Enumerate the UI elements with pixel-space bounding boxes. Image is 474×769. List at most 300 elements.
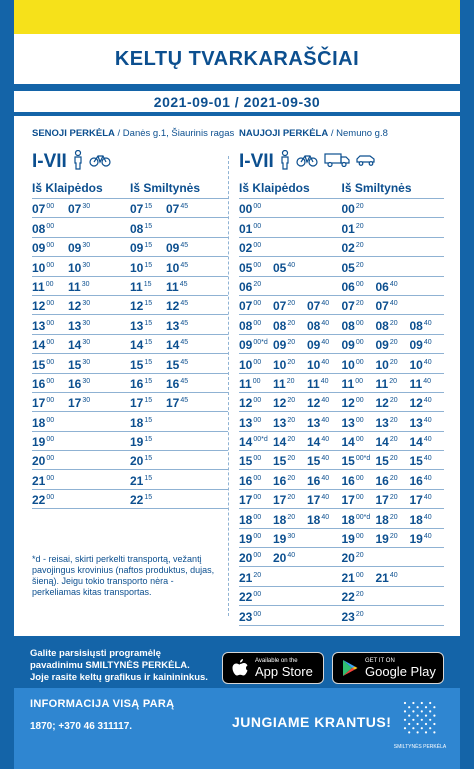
departure-minute: 30 — [81, 280, 90, 288]
departure-time — [239, 358, 273, 372]
departure-hour: 05 — [239, 260, 253, 275]
departure-minute: 40 — [423, 339, 432, 347]
departure-minute: 00*d — [355, 455, 371, 463]
departure-time — [239, 493, 273, 507]
departure-minute: 00 — [355, 494, 364, 502]
departure-row — [239, 257, 342, 276]
departure-hour: 23 — [239, 609, 253, 624]
departure-minute: 15 — [144, 377, 153, 385]
departure-hour: 01 — [239, 221, 253, 236]
departure-minute: 00 — [46, 242, 55, 250]
departure-minute: 00 — [252, 377, 261, 385]
google-play-small: GET IT ON — [365, 657, 395, 664]
departure-row — [342, 335, 445, 354]
departure-minute: 20 — [287, 436, 296, 444]
departure-minute: 40 — [321, 397, 330, 405]
departure-hour: 11 — [166, 279, 179, 294]
departure-time — [32, 241, 68, 255]
departure-time — [130, 358, 166, 372]
departure-hour: 10 — [375, 357, 389, 372]
departure-minute: 20 — [355, 261, 364, 269]
departure-hour: 20 — [239, 551, 253, 566]
departure-row — [239, 509, 342, 528]
departure-minute: 40 — [423, 513, 432, 521]
departure-minute: 40 — [321, 358, 330, 366]
departure-minute: 15 — [144, 494, 153, 502]
departure-hour: 07 — [130, 202, 144, 217]
departure-time — [273, 299, 307, 313]
departure-minute: 20 — [287, 358, 296, 366]
departure-time — [166, 202, 202, 216]
departure-hour: 22 — [130, 493, 144, 508]
departure-row — [130, 199, 228, 218]
departure-time — [307, 435, 341, 449]
direction-label: Iš Smiltynės — [342, 181, 445, 199]
departure-hour: 06 — [239, 279, 253, 294]
departure-row — [239, 218, 342, 237]
departure-time — [68, 396, 104, 410]
departure-hour: 19 — [130, 435, 144, 450]
departure-minute: 40 — [320, 377, 329, 385]
departure-hour: 14 — [32, 338, 46, 353]
departure-time — [130, 299, 166, 313]
departure-minute: 20 — [286, 377, 295, 385]
departure-minute: 00 — [46, 436, 55, 444]
departure-row — [342, 218, 445, 237]
app-store-large: App Store — [255, 663, 313, 679]
departure-time — [376, 319, 410, 333]
departure-time — [32, 319, 68, 333]
departure-minute: 00 — [253, 494, 262, 502]
departure-hour: 13 — [68, 318, 82, 333]
departure-hour: 16 — [375, 473, 389, 488]
departure-hour: 21 — [239, 570, 253, 585]
departure-time — [307, 299, 341, 313]
departure-hour: 10 — [130, 260, 144, 275]
departure-time — [130, 493, 166, 507]
departure-row — [342, 315, 445, 334]
departure-time — [376, 493, 410, 507]
departure-time — [307, 474, 341, 488]
departure-time — [130, 474, 166, 488]
departure-time — [130, 241, 166, 255]
departure-hour: 21 — [32, 473, 46, 488]
departure-row — [32, 257, 130, 276]
departure-time — [273, 474, 307, 488]
departure-time — [166, 261, 202, 275]
departure-minute: 00 — [355, 377, 363, 385]
poster — [14, 0, 460, 769]
departure-minute: 15 — [144, 242, 153, 250]
new-ferry-address: / Nemuno g.8 — [328, 128, 388, 139]
departure-row — [32, 490, 130, 509]
departure-row — [130, 374, 228, 393]
departure-minute: 20 — [355, 242, 364, 250]
departure-hour: 21 — [375, 570, 389, 585]
departure-minute: 40 — [423, 474, 432, 482]
departure-minute: 00 — [355, 397, 364, 405]
departure-minute: 20 — [287, 300, 296, 308]
departure-hour: 09 — [409, 338, 423, 353]
departure-row — [342, 393, 445, 412]
departure-minute: 00 — [46, 339, 55, 347]
departure-hour: 09 — [239, 338, 253, 353]
departure-row — [32, 238, 130, 257]
old-ferry-days: I-VII — [32, 151, 67, 172]
departure-hour: 11 — [341, 376, 355, 391]
departure-minute: 00 — [46, 319, 55, 327]
app-store-small: Available on the — [255, 657, 298, 664]
departure-row — [342, 451, 445, 470]
departure-time — [342, 416, 376, 430]
departure-hour: 13 — [273, 415, 287, 430]
departure-hour: 09 — [375, 338, 389, 353]
departure-minute: 00 — [253, 513, 262, 521]
departure-minute: 20 — [287, 339, 296, 347]
departure-time — [130, 377, 166, 391]
departure-time — [342, 454, 376, 468]
departure-hour: 15 — [32, 357, 46, 372]
departure-time — [410, 416, 444, 430]
departure-minute: 40 — [321, 474, 330, 482]
departures-list — [342, 199, 445, 626]
departure-row — [239, 199, 342, 218]
departure-hour: 16 — [239, 473, 253, 488]
old-ferry-days-row — [32, 151, 228, 173]
departure-minute: 45 — [180, 242, 189, 250]
departure-minute: 20 — [355, 203, 364, 211]
departure-row — [32, 412, 130, 431]
departure-row — [342, 354, 445, 373]
new-ferry-name: NAUJOJI PERKĖLA — [239, 128, 329, 139]
departure-time — [32, 261, 68, 275]
truck-icon — [324, 153, 350, 172]
departure-time — [239, 610, 273, 624]
departure-hour: 17 — [166, 396, 180, 411]
departure-row — [130, 238, 228, 257]
departure-time — [307, 319, 341, 333]
departure-hour: 20 — [341, 551, 355, 566]
departure-hour: 11 — [130, 279, 143, 294]
departure-hour: 09 — [166, 241, 180, 256]
departure-minute: 20 — [287, 513, 296, 521]
departure-time — [130, 416, 166, 430]
departure-hour: 08 — [32, 221, 46, 236]
new-from-smiltyne — [342, 181, 445, 626]
departure-time — [410, 435, 444, 449]
departure-row — [130, 277, 228, 296]
departure-time — [239, 454, 273, 468]
departure-hour: 15 — [375, 454, 389, 469]
departure-hour: 11 — [307, 376, 320, 391]
departure-minute: 20 — [389, 358, 398, 366]
departure-row — [239, 412, 342, 431]
departure-hour: 16 — [68, 376, 82, 391]
departure-hour: 17 — [307, 493, 321, 508]
departure-time — [273, 338, 307, 352]
departure-minute: 40 — [321, 494, 330, 502]
departure-minute: 20 — [287, 319, 296, 327]
departure-minute: 00 — [46, 474, 55, 482]
departure-time — [410, 377, 444, 391]
departure-hour: 02 — [341, 241, 355, 256]
departure-minute: 20 — [389, 339, 398, 347]
departure-hour: 13 — [307, 415, 321, 430]
departure-hour: 16 — [130, 376, 144, 391]
departure-minute: 45 — [180, 397, 189, 405]
departure-minute: 45 — [180, 261, 189, 269]
departure-hour: 07 — [375, 299, 389, 314]
departure-minute: 40 — [321, 300, 330, 308]
departure-row — [130, 393, 228, 412]
departure-minute: 00 — [46, 222, 55, 230]
departure-time — [342, 338, 376, 352]
departure-time — [376, 358, 410, 372]
departure-row — [32, 199, 130, 218]
departure-row — [239, 296, 342, 315]
google-play-button[interactable] — [332, 652, 444, 684]
departure-time — [239, 513, 273, 527]
departure-time — [68, 377, 104, 391]
departure-minute: 00*d — [253, 339, 268, 347]
departure-row — [130, 490, 228, 509]
departures-list — [239, 199, 342, 626]
departure-hour: 19 — [341, 532, 355, 547]
departure-minute: 00 — [46, 494, 55, 502]
departure-hour: 15 — [68, 357, 82, 372]
departure-row — [239, 529, 342, 548]
departure-minute: 15 — [144, 416, 153, 424]
apple-icon — [231, 658, 249, 678]
departure-hour: 19 — [375, 532, 389, 547]
departure-row — [342, 374, 445, 393]
departure-minute: 00 — [46, 300, 55, 308]
departure-minute: 45 — [180, 203, 189, 211]
departure-minute: 40 — [389, 300, 398, 308]
departure-time — [410, 474, 444, 488]
departure-row — [342, 548, 445, 567]
person-icon — [280, 150, 290, 175]
departure-minute: 20 — [287, 455, 296, 463]
departure-time — [32, 299, 68, 313]
departure-minute: 20 — [253, 280, 262, 288]
departure-minute: 20 — [389, 397, 398, 405]
departure-minute: 30 — [82, 358, 91, 366]
departure-hour: 17 — [409, 493, 423, 508]
departure-hour: 19 — [409, 532, 423, 547]
departure-time — [273, 513, 307, 527]
departure-minute: 45 — [180, 300, 189, 308]
departure-time — [68, 299, 104, 313]
departure-row — [239, 451, 342, 470]
departure-time — [342, 202, 376, 216]
departure-hour: 16 — [166, 376, 180, 391]
departure-minute: 40 — [321, 319, 330, 327]
departure-minute: 15 — [144, 203, 153, 211]
departure-hour: 13 — [341, 415, 355, 430]
departure-minute: 20 — [355, 222, 364, 230]
departure-time — [376, 435, 410, 449]
departure-minute: 00 — [253, 533, 262, 541]
departure-time — [166, 299, 202, 313]
departure-time — [239, 241, 273, 255]
departure-time — [32, 416, 68, 430]
departure-hour: 17 — [341, 493, 355, 508]
departure-hour: 18 — [32, 415, 46, 430]
departure-time — [342, 435, 376, 449]
new-from-klaipeda — [239, 181, 342, 626]
departure-time — [376, 338, 410, 352]
old-ferry-name: SENOJI PERKĖLA — [32, 128, 115, 139]
departure-row — [32, 354, 130, 373]
departure-row — [130, 315, 228, 334]
departure-minute: 40 — [423, 377, 431, 385]
departure-time — [130, 280, 166, 294]
bicycle-icon — [296, 153, 318, 172]
departure-hour: 17 — [68, 396, 82, 411]
departure-time — [342, 493, 376, 507]
departure-row — [239, 548, 342, 567]
departure-minute: 00 — [355, 416, 364, 424]
departure-time — [166, 241, 202, 255]
departure-minute: 45 — [179, 280, 188, 288]
departure-hour: 12 — [32, 299, 46, 314]
departure-minute: 20 — [355, 591, 364, 599]
departure-minute: 20 — [355, 552, 364, 560]
departure-minute: 20 — [355, 300, 364, 308]
person-icon — [73, 150, 83, 175]
departure-row — [239, 277, 342, 296]
date-range — [14, 88, 460, 112]
departure-minute: 40 — [423, 436, 432, 444]
departure-hour: 10 — [166, 260, 180, 275]
departure-time — [273, 358, 307, 372]
departure-row — [342, 587, 445, 606]
departure-time — [307, 338, 341, 352]
departure-time — [273, 396, 307, 410]
old-from-klaipeda — [32, 181, 130, 509]
departure-hour: 09 — [273, 338, 287, 353]
departure-minute: 00 — [355, 358, 364, 366]
departure-row — [239, 335, 342, 354]
departure-hour: 07 — [166, 202, 180, 217]
departure-time — [239, 396, 273, 410]
departure-time — [239, 532, 273, 546]
departure-time — [130, 202, 166, 216]
departure-time — [273, 454, 307, 468]
departure-hour: 08 — [307, 318, 321, 333]
departure-minute: 00 — [253, 416, 262, 424]
departure-row — [130, 354, 228, 373]
departure-row — [342, 606, 445, 625]
departure-hour: 10 — [239, 357, 253, 372]
departure-time — [130, 338, 166, 352]
departure-minute: 00 — [46, 416, 55, 424]
departure-minute: 40 — [321, 436, 330, 444]
departure-row — [32, 277, 130, 296]
direction-label: Iš Klaipėdos — [239, 181, 342, 199]
departure-time — [342, 358, 376, 372]
departure-time — [342, 513, 376, 527]
departure-time — [239, 319, 273, 333]
departure-time — [376, 396, 410, 410]
departure-hour: 06 — [375, 279, 389, 294]
departure-row — [239, 587, 342, 606]
direction-label: Iš Klaipėdos — [32, 181, 130, 199]
dangerous-cargo-note: *d - reisai, skirti perkelti transportą, vežantį pavojingus krovinius (naftos produktus, dujas, šieną). Jeigu tokio transporto nėra - perkeliamas kitas transportas. — [32, 554, 215, 597]
info-band — [14, 688, 460, 769]
departure-time — [32, 338, 68, 352]
departure-hour: 10 — [32, 260, 46, 275]
departure-minute: 40 — [287, 552, 296, 560]
departure-hour: 17 — [32, 396, 46, 411]
departure-row — [130, 432, 228, 451]
departure-hour: 18 — [409, 512, 423, 527]
departure-minute: 40 — [321, 513, 330, 521]
departure-minute: 15 — [144, 436, 153, 444]
departure-minute: 40 — [423, 397, 432, 405]
departure-row — [342, 490, 445, 509]
departure-minute: 00 — [355, 339, 364, 347]
departure-time — [130, 396, 166, 410]
departure-minute: 40 — [423, 358, 432, 366]
departure-minute: 00 — [253, 300, 262, 308]
departure-minute: 00 — [253, 474, 262, 482]
departure-hour: 07 — [307, 299, 321, 314]
departure-hour: 21 — [341, 570, 355, 585]
departure-hour: 08 — [409, 318, 423, 333]
departure-minute: 00 — [46, 261, 55, 269]
departure-hour: 05 — [341, 260, 355, 275]
departure-time — [273, 377, 307, 391]
departure-hour: 18 — [273, 512, 287, 527]
departure-row — [130, 257, 228, 276]
departure-hour: 13 — [239, 415, 253, 430]
title-band — [14, 34, 460, 84]
departure-minute: 15 — [144, 474, 153, 482]
departure-time — [32, 222, 68, 236]
departure-hour: 18 — [307, 512, 321, 527]
departure-hour: 18 — [130, 415, 144, 430]
departure-hour: 23 — [341, 609, 355, 624]
departure-time — [130, 435, 166, 449]
departure-hour: 11 — [32, 279, 45, 294]
logo-text: SMILTYNĖS PERKĖLA — [393, 744, 447, 750]
departure-hour: 10 — [341, 357, 355, 372]
departure-hour: 14 — [239, 435, 253, 450]
departures-list — [130, 199, 228, 509]
departure-hour: 09 — [32, 241, 46, 256]
departure-row — [342, 412, 445, 431]
departure-minute: 20 — [389, 377, 397, 385]
app-store-button[interactable] — [222, 652, 324, 684]
departure-time — [342, 571, 376, 585]
departure-row — [239, 490, 342, 509]
new-ferry-days: I-VII — [239, 151, 274, 172]
departure-hour: 12 — [68, 299, 82, 314]
departure-hour: 11 — [375, 376, 389, 391]
departure-time — [307, 493, 341, 507]
departure-time — [68, 202, 104, 216]
departure-row — [130, 335, 228, 354]
departure-time — [130, 261, 166, 275]
departure-time — [239, 590, 273, 604]
bicycle-icon — [89, 153, 111, 172]
departure-hour: 10 — [68, 260, 82, 275]
departure-hour: 09 — [68, 241, 82, 256]
departure-hour: 14 — [68, 338, 82, 353]
departure-hour: 22 — [341, 590, 355, 605]
